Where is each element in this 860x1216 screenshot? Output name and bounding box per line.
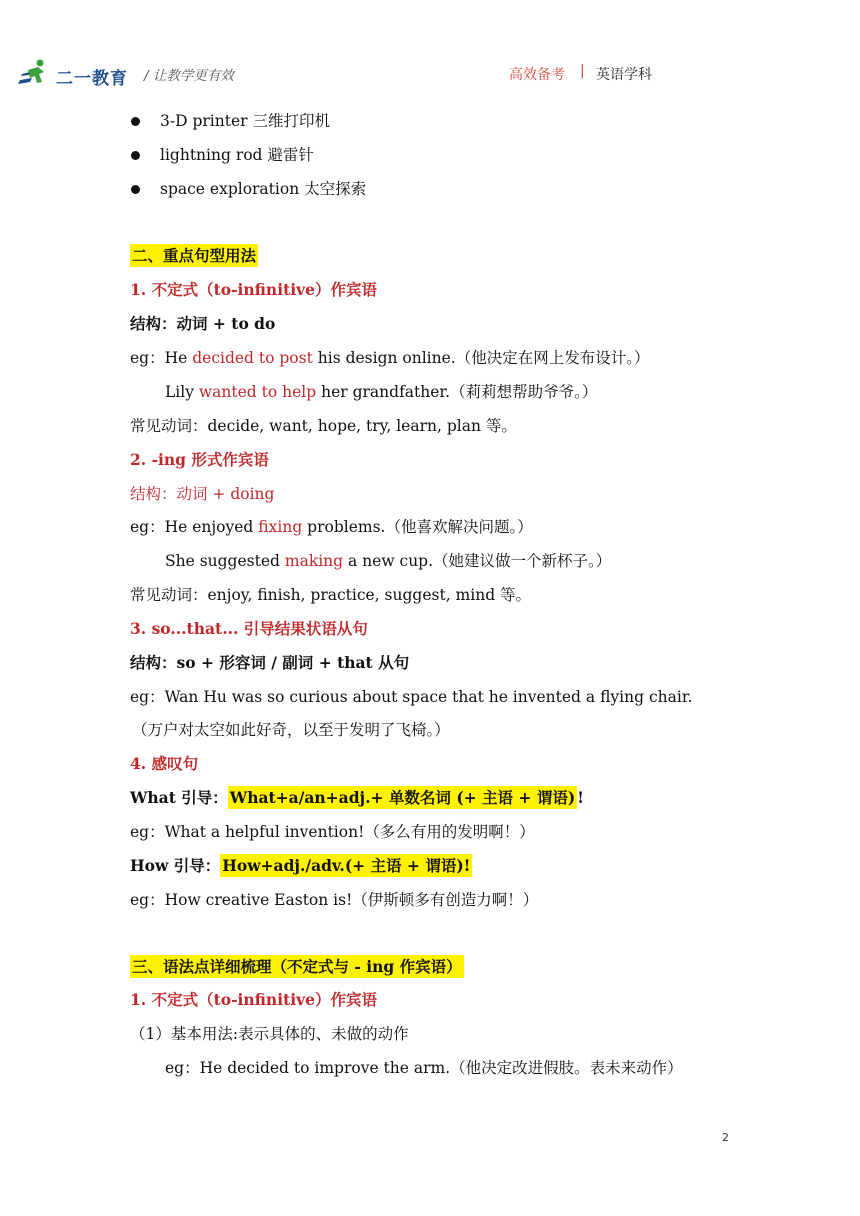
section3-subpoint1: （1）基本用法:表示具体的、未做的动作: [130, 1025, 409, 1043]
point2-common-verbs: 常见动词：enjoy, finish, practice, suggest, mind 等。: [130, 586, 532, 604]
bullet-icon: [131, 117, 140, 126]
point2-structure: 结构：动词 + doing: [130, 485, 275, 503]
point4-how-rule: How 引导： How+adj./adv.(+ 主语 + 谓语)!: [130, 856, 471, 875]
logo-text: 二一教育: [56, 69, 128, 89]
header-slogan: / 让教学更有效: [144, 68, 234, 84]
point4-what-rule: What 引导： What+a/an+adj.+ 单数名词 (+ 主语 + 谓语) !: [130, 788, 584, 807]
point4-how-example: eg：How creative Easton is!（伊斯顿多有创造力啊！）: [130, 891, 539, 909]
point1-title: 1. 不定式（to-infinitive）作宾语: [130, 280, 378, 299]
point4-title: 4. 感叹句: [130, 754, 199, 773]
page-number: 2: [722, 1131, 729, 1144]
bullet-icon: [131, 185, 140, 194]
point2-example2: She suggested making a new cup.（她建议做一个新杯子。）: [165, 552, 612, 570]
list-item-text: 3-D printer 三维打印机: [160, 112, 330, 130]
point1-common-verbs: 常见动词：decide, want, hope, try, learn, plan 等。: [130, 417, 517, 435]
list-item-text: space exploration 太空探索: [160, 180, 367, 198]
point2-title: 2. -ing 形式作宾语: [130, 450, 269, 469]
point1-structure: 结构：动词 + to do: [130, 314, 276, 333]
header-separator: |: [580, 63, 585, 79]
point3-title: 3. so...that... 引导结果状语从句: [130, 619, 368, 638]
point1-example1: eg：He decided to post his design online.（他决定在网上发布设计。）: [130, 349, 650, 367]
list-item-text: lightning rod 避雷针: [160, 146, 314, 164]
runner-logo-icon: [18, 58, 54, 88]
header-subject: 英语学科: [596, 67, 652, 83]
point4-what-example: eg：What a helpful invention!（多么有用的发明啊！）: [130, 823, 535, 841]
bullet-icon: [131, 151, 140, 160]
section2-title: 二、重点句型用法: [132, 246, 257, 265]
point3-example1-translation: （万户对太空如此好奇，以至于发明了飞椅。）: [132, 721, 450, 739]
section3-title: 三、语法点详细梳理（不定式与 - ing 作宾语）: [132, 957, 462, 976]
point3-structure: 结构：so + 形容词 / 副词 + that 从句: [130, 653, 410, 672]
point1-example2: Lily wanted to help her grandfather.（莉莉想帮助爷爷。）: [165, 383, 598, 401]
point3-example1: eg：Wan Hu was so curious about space that he invented a flying chair.: [130, 688, 693, 706]
header-tag: 高效备考: [509, 67, 565, 83]
point2-example1: eg：He enjoyed fixing problems.（他喜欢解决问题。）: [130, 518, 533, 536]
section3-subpoint1-example: eg：He decided to improve the arm.（他决定改进假肢。表未来动作）: [165, 1059, 683, 1077]
section3-point1-title: 1. 不定式（to-infinitive）作宾语: [130, 990, 378, 1009]
header: [0, 0, 860, 95]
